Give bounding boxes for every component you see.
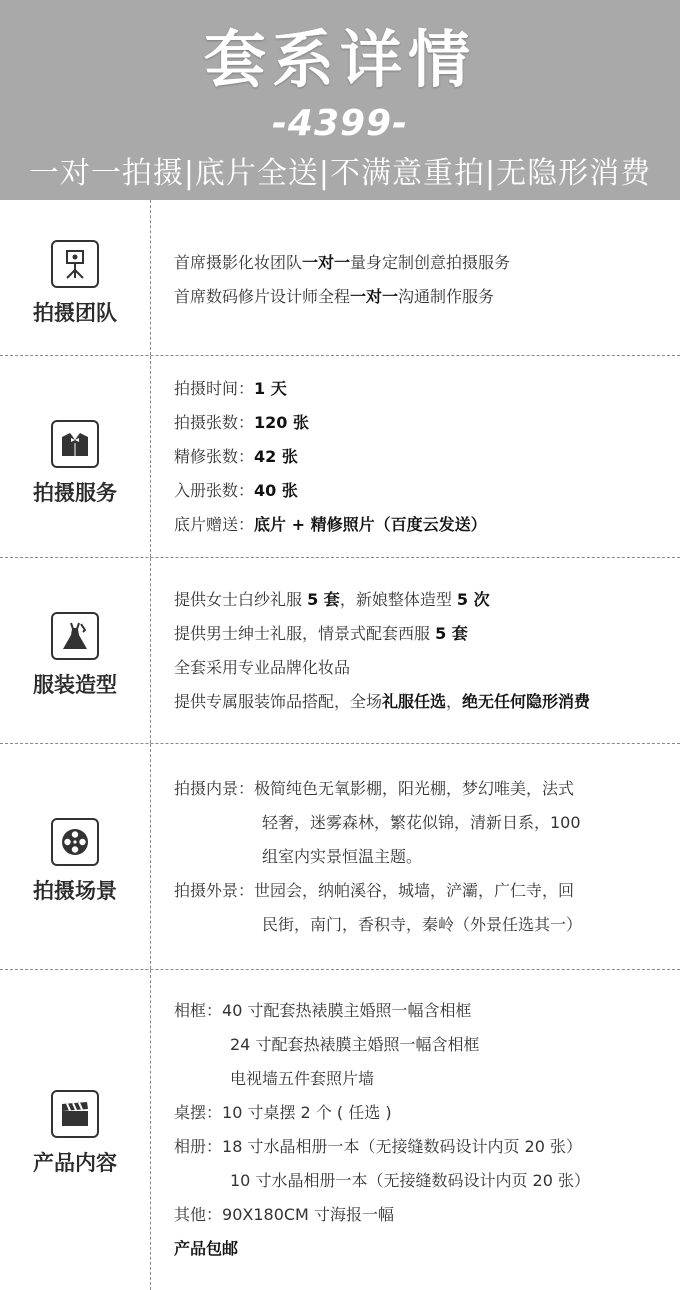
detail-line: 拍摄外景：世园会，纳帕溪谷，城墙，浐灞，广仁寺，回 xyxy=(174,881,575,900)
detail-line: 轻奢，迷雾森林，繁花似锦，清新日系，100 xyxy=(262,813,581,832)
product-details xyxy=(174,994,670,1266)
free-shipping-note: 产品包邮 xyxy=(174,1239,239,1258)
detail-line: 拍摄时间：1 天 xyxy=(174,379,287,398)
clapperboard-icon xyxy=(51,1090,99,1138)
detail-line: 入册张数：40 张 xyxy=(174,481,298,500)
package-price: -4399- xyxy=(271,103,409,144)
detail-line: 首席数码修片设计师全程一对一沟通制作服务 xyxy=(174,287,495,306)
detail-line: 桌摆：10 寸桌摆 2 个 ( 任选 ) xyxy=(174,1103,392,1122)
detail-line: 相框：40 寸配套热裱膜主婚照一幅含相框 xyxy=(174,1001,472,1020)
detail-line: 全套采用专业品牌化妆品 xyxy=(174,658,351,677)
category-label: 拍摄团队 xyxy=(33,301,117,325)
section-service xyxy=(0,356,680,558)
category-team xyxy=(0,240,150,328)
section-divider xyxy=(150,558,151,743)
dress-icon xyxy=(51,612,99,660)
section-costume xyxy=(0,558,680,744)
detail-line: 拍摄张数：120 张 xyxy=(174,413,309,432)
detail-line: 精修张数：42 张 xyxy=(174,447,298,466)
category-label: 拍摄场景 xyxy=(33,879,117,903)
category-label: 拍摄服务 xyxy=(33,481,117,505)
detail-line: 相册：18 寸水晶相册一本（无接缝数码设计内页 20 张） xyxy=(174,1137,582,1156)
detail-line: 首席摄影化妆团队一对一量身定制创意拍摄服务 xyxy=(174,253,511,272)
category-scenes xyxy=(0,818,150,906)
scene-details xyxy=(174,772,670,942)
detail-line: 提供专属服装饰品搭配，全场礼服任选，绝无任何隐形消费 xyxy=(174,692,591,711)
detail-line: 民街，南门，香积寺，秦岭（外景任选其一） xyxy=(262,915,583,934)
section-scenes xyxy=(0,744,680,970)
header-banner xyxy=(0,0,680,200)
section-divider xyxy=(150,200,151,355)
section-divider xyxy=(150,356,151,557)
page-title: 套系详情 xyxy=(203,23,476,96)
section-products xyxy=(0,970,680,1290)
category-service xyxy=(0,420,150,508)
detail-line: 24 寸配套热裱膜主婚照一幅含相框 xyxy=(230,1035,480,1054)
camera-tripod-icon xyxy=(51,240,99,288)
detail-line: 提供男士绅士礼服，情景式配套西服 5 套 xyxy=(174,624,468,643)
detail-line: 底片赠送：底片 + 精修照片（百度云发送） xyxy=(174,515,487,534)
section-divider xyxy=(150,744,151,969)
film-reel-icon xyxy=(51,818,99,866)
section-team xyxy=(0,200,680,356)
detail-line: 10 寸水晶相册一本（无接缝数码设计内页 20 张） xyxy=(230,1171,590,1190)
service-slogan: 一对一拍摄|底片全送|不满意重拍|无隐形消费 xyxy=(28,156,652,191)
service-details xyxy=(174,372,670,542)
detail-line: 其他：90X180CM 寸海报一幅 xyxy=(174,1205,394,1224)
team-details xyxy=(174,246,670,314)
costume-details xyxy=(174,583,670,719)
category-costume xyxy=(0,612,150,700)
category-label: 产品内容 xyxy=(33,1151,117,1175)
detail-line: 组室内实景恒温主题。 xyxy=(262,847,423,866)
detail-line: 电视墙五件套照片墙 xyxy=(230,1069,375,1088)
detail-line: 提供女士白纱礼服 5 套，新娘整体造型 5 次 xyxy=(174,590,490,609)
tuxedo-icon xyxy=(51,420,99,468)
category-label: 服装造型 xyxy=(33,673,117,697)
detail-line: 拍摄内景：极简纯色无氧影棚，阳光棚，梦幻唯美，法式 xyxy=(174,779,575,798)
category-products xyxy=(0,1090,150,1178)
section-divider xyxy=(150,970,151,1290)
